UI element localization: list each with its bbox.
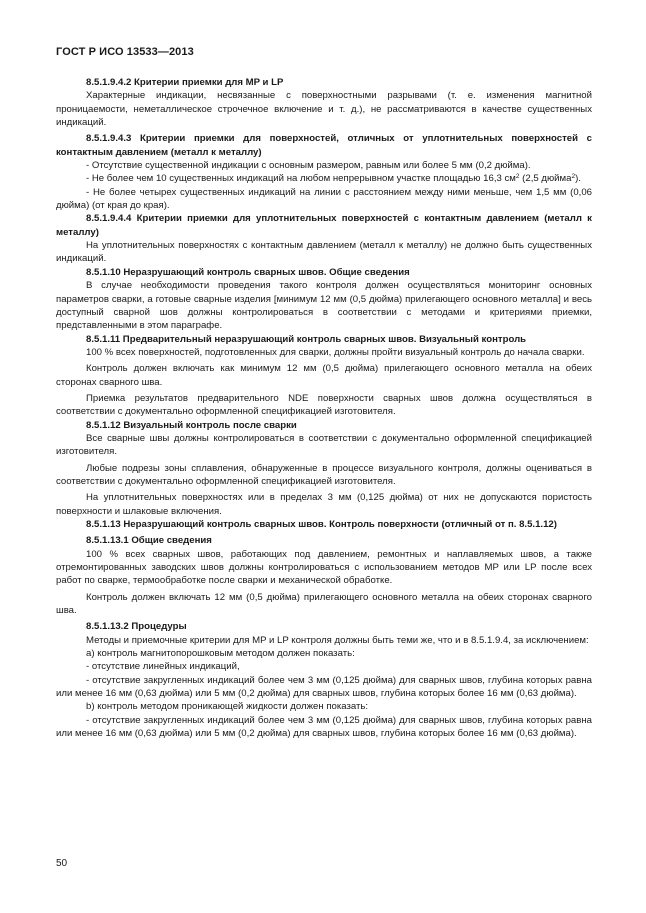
paragraph: 100 % всех сварных швов, работающих под давлением, ремонтных и наплавляемых швов, а также отремонтированных заводских швов должны контролироваться с использованием методов MP или LP после всех работ по сварке, термообработке после сварки и механической обработке. (56, 548, 592, 587)
paragraph: В случае необходимости проведения такого контроля должен осуществляться мониторинг основных параметров сварки, а готовые сварные изделия [минимум 12 мм (0,5 дюйма) прилегающего основного металла] и весь доступный сварной шов должны контролироваться в соответствии с методами и критериями приемки, представленными в этом параграфе. (56, 280, 592, 332)
list-item: a) контроль магнитопорошковым методом должен показать: (86, 648, 355, 660)
section-heading-8-5-1-13: 8.5.1.13 Неразрушающий контроль сварных швов. Контроль поверхности (отличный от п. 8.5.1.12) (86, 519, 557, 530)
section-heading-8-5-1-13-2: 8.5.1.13.2 Процедуры (86, 621, 187, 633)
section-heading-8-5-1-9-4-2: 8.5.1.9.4.2 Критерии приемки для MP и LP (86, 77, 284, 88)
list-item: - отсутствие закругленных индикаций более чем 3 мм (0,125 дюйма) для сварных швов, глубина которых равна или менее 16 мм (0,63 дюйма) или 5 мм (0,2 дюйма) для сварных швов, глубина которых более 16 мм (0,63 дюйма). (56, 714, 592, 740)
text-run: ). (575, 173, 581, 185)
section-heading-8-5-1-9-4-3: 8.5.1.9.4.3 Критерии приемки для поверхностей, отличных от уплотнительных поверхностей с контактным давлением (металл к металлу) (56, 133, 592, 158)
superscript: 2 (571, 173, 576, 181)
paragraph: Контроль должен включать 12 мм (0,5 дюйма) прилегающего основного металла на обеих сторонах сварного шва. (56, 591, 592, 617)
section-heading-8-5-1-10: 8.5.1.10 Неразрушающий контроль сварных швов. Общие сведения (86, 266, 410, 278)
paragraph: На уплотнительных поверхностях или в пределах 3 мм (0,125 дюйма) от них не допускаются пористость поверхности и шлаковые включения. (56, 492, 592, 517)
superscript: 2 (515, 173, 520, 181)
paragraph: Приемка результатов предварительного NDE поверхности сварных швов должна осуществляться в соответствии с документально оформленной спецификацией изготовителя. (56, 392, 592, 418)
section-heading-8-5-1-12: 8.5.1.12 Визуальный контроль после сварки (86, 419, 297, 431)
list-item: b) контроль методом проникающей жидкости должен показать: (86, 701, 369, 713)
text-run: - Не более чем 10 существенных индикаций на любом непрерывном участке площадью 16,3 см (86, 173, 516, 185)
paragraph: Методы и приемочные критерии для MP и LP контроля должны быть теми же, что и в 8.5.1.9.4, за исключением: (86, 634, 589, 646)
paragraph: 100 % всех поверхностей, подготовленных для сварки, должны пройти визуальный контроль до начала сварки. (86, 346, 585, 358)
list-item: - Не более четырех существенных индикаций на линии с расстоянием между ними меньше, чем 1,5 мм (0,06 дюйма) (от края до края). (56, 186, 592, 212)
document-header: ГОСТ Р ИСО 13533—2013 (56, 46, 194, 58)
paragraph: Любые подрезы зоны сплавления, обнаруженные в процессе визуального контроля, должны оцениваться в соответствии с документально оформленной спецификацией изготовителя. (56, 462, 592, 487)
list-item: - отсутствие линейных индикаций, (86, 661, 240, 673)
section-heading-8-5-1-13-1: 8.5.1.13.1 Общие сведения (86, 535, 212, 547)
document-body (56, 76, 592, 741)
page-number: 50 (56, 858, 68, 869)
paragraph: Контроль должен включать как минимум 12 мм (0,5 дюйма) прилегающего основного металла на обеих сторонах сварного шва. (56, 363, 592, 388)
paragraph: На уплотнительных поверхностях с контактным давлением (металл к металлу) не должно быть существенных индикаций. (56, 240, 592, 265)
text-run: (2,5 дюйма (519, 173, 572, 185)
list-item (56, 172, 592, 185)
paragraph: Характерные индикации, несвязанные с поверхностными разрывами (т. е. изменения магнитной проницаемости, неметаллическое строчечное включение и т. д.), не рассматриваются в качестве существенных индикаций. (56, 90, 592, 129)
paragraph: Все сварные швы должны контролироваться в соответствии с документально оформленной спецификацией изготовителя. (56, 432, 592, 458)
list-item: - отсутствие закругленных индикаций более чем 3 мм (0,125 дюйма) для сварных швов, глубина которых равна или менее 16 мм (0,63 дюйма) или 5 мм (0,2 дюйма) для сварных швов, глубина которых более 16 мм (0,63 дюйма). (56, 674, 592, 700)
section-heading-8-5-1-11: 8.5.1.11 Предварительный неразрушающий контроль сварных швов. Визуальный контроль (86, 333, 527, 345)
section-heading-8-5-1-9-4-4: 8.5.1.9.4.4 Критерии приемки для уплотнительных поверхностей с контактным давлением (металл к металлу) (56, 213, 592, 238)
list-item: - Отсутствие существенной индикации с основным размером, равным или более 5 мм (0,2 дюйма). (86, 160, 531, 172)
